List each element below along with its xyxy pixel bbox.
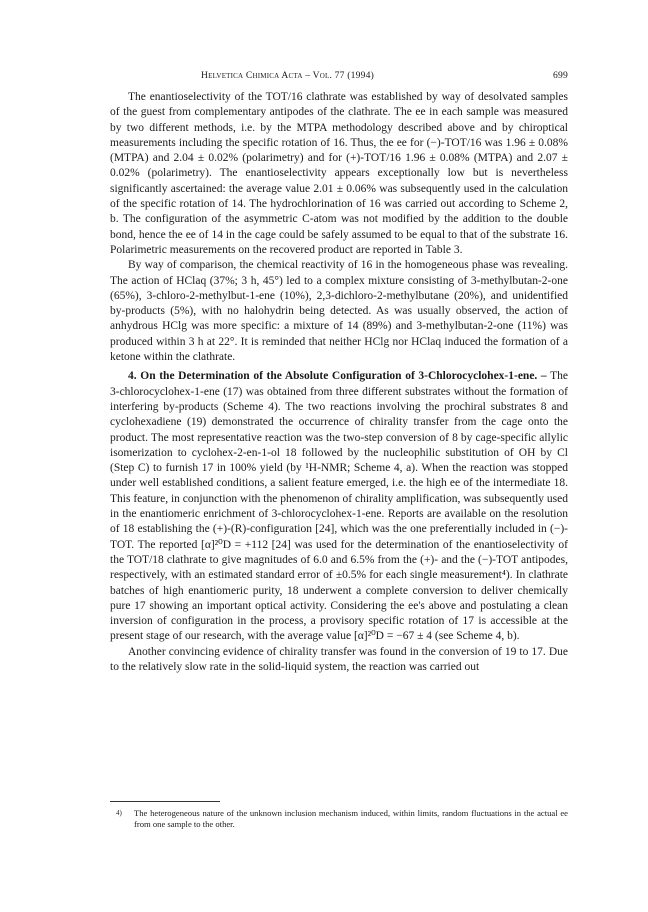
footnote [110,808,568,830]
footnote-rule [110,801,220,802]
journal-title: Helvetica Chimica Acta – Vol. 77 (1994) [201,70,375,81]
footnote-mark: 4) [116,809,122,817]
footnote-text: The heterogeneous nature of the unknown inclusion mechanism induced, within limits, random fluctuations in the actual ee from one sample to the other. [134,808,568,829]
paragraph-3: The 3-chlorocyclohex-1-ene (17) was obtained from three different substrates without the formation of interfering by-products (Scheme 4). The two reactions involving the prochiral substrates 8 and cyclohexadiene (19) demonstrated the occurrence of chirality transfer from the cage onto the product. The most representative reaction was the two-step conversion of 8 by cage-specific allylic isomerization to cyclohex-2-en-1-ol 18 followed by the nucleophilic substitution of OH by Cl (Step C) to furnish 17 in 100% yield (by ¹H-NMR; Scheme 4, a). When the reaction was stopped under well established conditions, a salient feature emerged, i.e. the high ee of the intermediate 18. This feature, in conjunction with the phenomenon of chirality amplification, was subsequently used in the enantiomeric enrichment of 3-chlorocyclohex-1-ene. Reports are available on the resolution of 18 establishing the (+)-(R)-configuration [24], which was the one preferentially included in (−)-TOT. The reported [α]²⁰D = +112 [24] was used for the determination of the enantioselectivity of the TOT/18 clathrate to give magnitudes of 6.0 and 6.5% from the (+)- and the (−)-TOT antipodes, respectively, with an estimated standard error of ±0.5% for each single measurement⁴). In clathrate batches of high enantiomeric purity, 18 underwent a complete conversion to deliver chemically pure 17 showing an important optical activity. Considering the ee's above and postulating a clean inversion of configuration in the process, a provisory specific rotation of 17 is accessible at the present stage of our research, with the average value [α]²⁰D = −67 ± 4 (see Scheme 4, b). [110,370,568,643]
paragraph-4: Another convincing evidence of chirality transfer was found in the conversion of 19 to 17. Due to the relatively slow rate in the solid-liquid system, the reaction was carried out [110,645,568,673]
section-title: 4. On the Determination of the Absolute Configuration of 3-Chlorocyclohex-1-ene. – [128,370,547,383]
paragraph-2: By way of comparison, the chemical reactivity of 16 in the homogeneous phase was revealing. The action of HClaq (37%; 3 h, 45°) led to a complex mixture consisting of 3-methylbutan-2-one (65%), 3-chloro-2-methylbut-1-ene (10%), 2,3-dichloro-2-methylbutane (20%), and unidentified by-products (5%), with no halohydrin being detected. As was usually observed, the action of anhydrous HClg was more specific: a mixture of 14 (89%) and 3-methylbutan-2-one (11%) was produced within 3 h at 22°. It is reminded that neither HClg nor HClaq induced the formation of a ketone within the clathrate. [110,259,568,364]
page-number: 699 [553,70,568,81]
body-text [110,90,568,675]
paragraph-1: The enantioselectivity of the TOT/16 clathrate was established by way of desolvated samples of the guest from complementary antipodes of the clathrate. The ee in each sample was measured by two different methods, i.e. by the MTPA methodology described above and by chiroptical measurements including the specific rotation of 16. Thus, the ee for (−)-TOT/16 was 1.96 ± 0.08% (MTPA) and 2.04 ± 0.02% (polarimetry) and for (+)-TOT/16 1.96 ± 0.08% (MTPA) and 2.07 ± 0.02% (polarimetry). The enantioselectivity appears exceptionally low but is nevertheless significantly ascertained: the average value 2.01 ± 0.06% was subsequently used in the calculation of the specific rotation of 14. The hydrochlorination of 16 was carried out according to Scheme 2, b. The configuration of the asymmetric C-atom was not modified by the addition to the double bond, hence the ee of 14 in the cage could be safely assumed to be equal to that of the substrate 16. Polarimetric measurements on the recovered product are reported in Table 3. [110,91,568,256]
section-4-paragraph [110,369,568,644]
